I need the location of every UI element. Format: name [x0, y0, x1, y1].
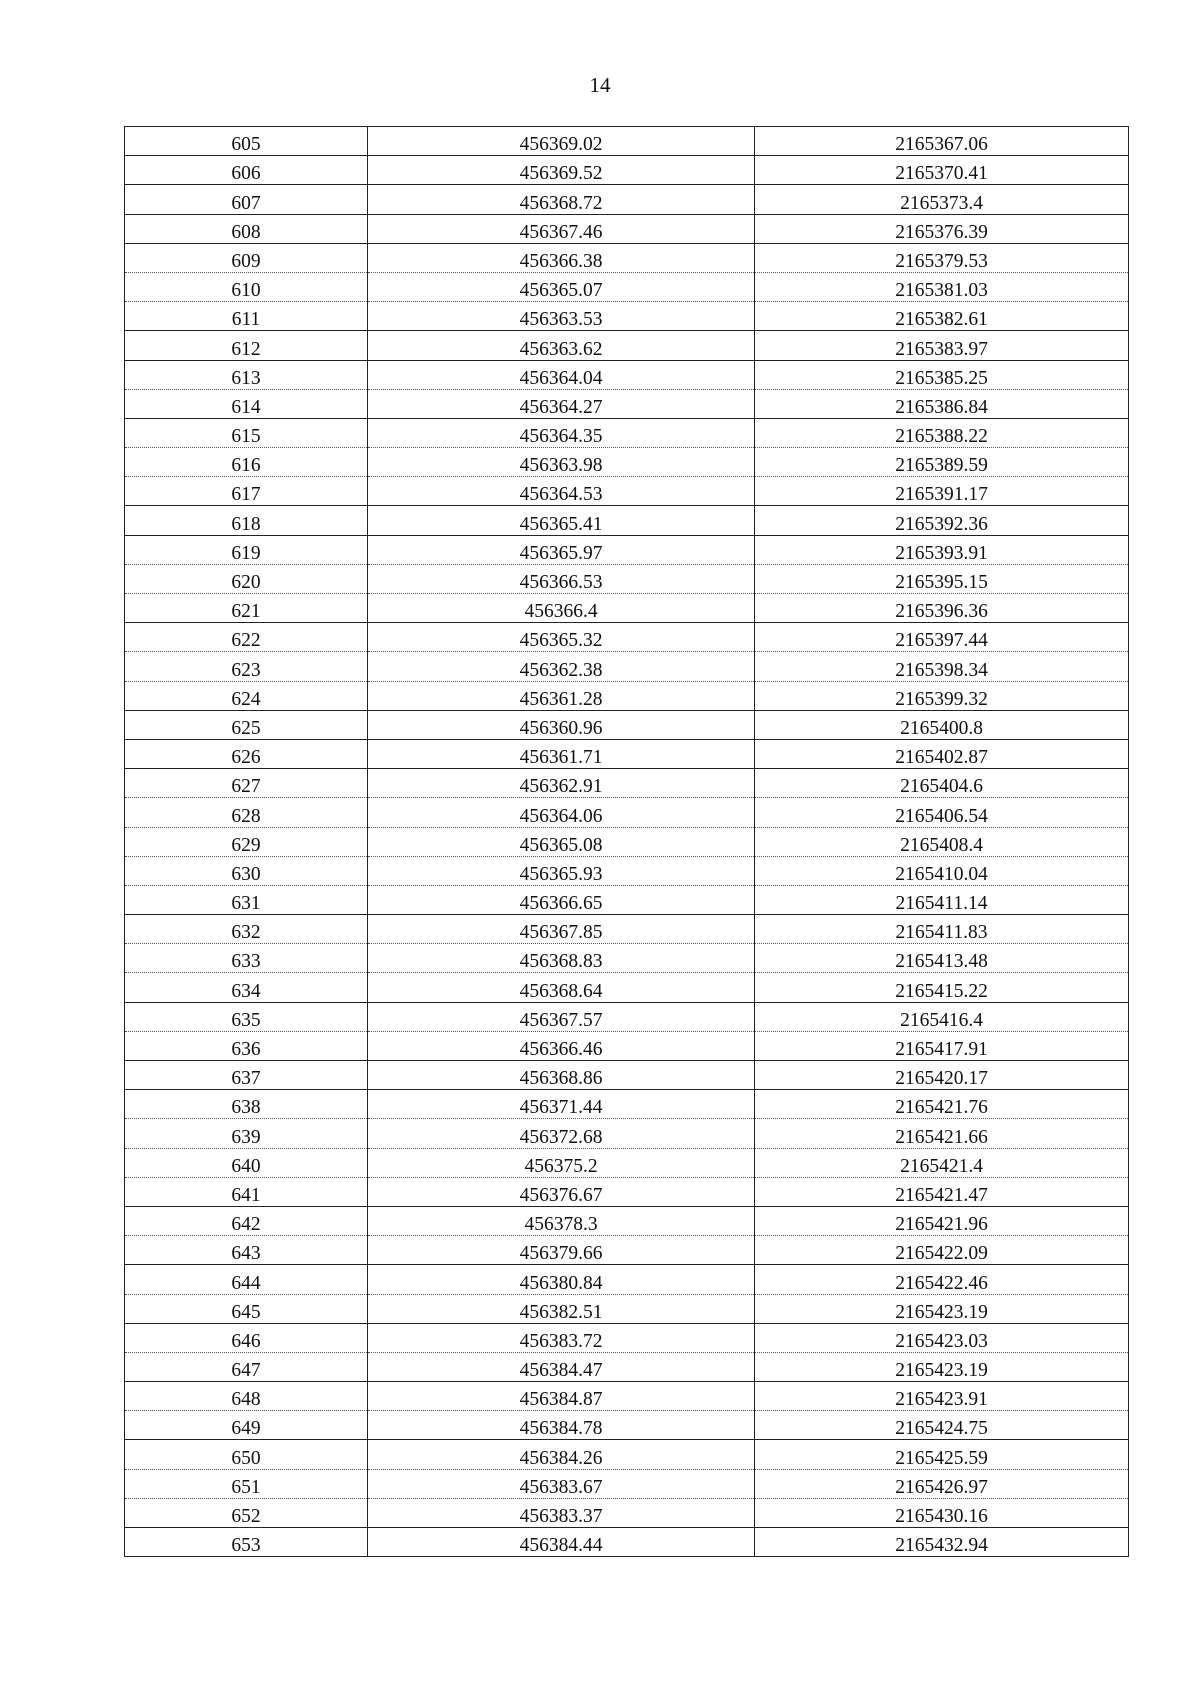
point-number-cell: 639 — [125, 1119, 368, 1148]
x-coordinate-cell: 456384.87 — [368, 1382, 755, 1411]
y-coordinate-cell: 2165421.96 — [755, 1206, 1129, 1235]
y-coordinate-cell: 2165422.46 — [755, 1265, 1129, 1294]
x-coordinate-cell: 456378.3 — [368, 1206, 755, 1235]
y-coordinate-cell: 2165385.25 — [755, 360, 1129, 389]
point-number-cell: 625 — [125, 710, 368, 739]
table-row — [125, 594, 1129, 623]
y-coordinate-cell: 2165382.61 — [755, 302, 1129, 331]
y-coordinate-cell: 2165425.59 — [755, 1440, 1129, 1469]
x-coordinate-cell: 456363.98 — [368, 448, 755, 477]
x-coordinate-cell: 456369.52 — [368, 156, 755, 185]
table-row — [125, 1294, 1129, 1323]
x-coordinate-cell: 456362.91 — [368, 769, 755, 798]
y-coordinate-cell: 2165400.8 — [755, 710, 1129, 739]
point-number-cell: 608 — [125, 214, 368, 243]
y-coordinate-cell: 2165415.22 — [755, 973, 1129, 1002]
point-number-cell: 630 — [125, 856, 368, 885]
y-coordinate-cell: 2165379.53 — [755, 243, 1129, 272]
y-coordinate-cell: 2165420.17 — [755, 1061, 1129, 1090]
point-number-cell: 609 — [125, 243, 368, 272]
y-coordinate-cell: 2165411.83 — [755, 915, 1129, 944]
table-row — [125, 681, 1129, 710]
point-number-cell: 631 — [125, 885, 368, 914]
x-coordinate-cell: 456368.64 — [368, 973, 755, 1002]
point-number-cell: 652 — [125, 1498, 368, 1527]
x-coordinate-cell: 456371.44 — [368, 1090, 755, 1119]
table-row — [125, 1411, 1129, 1440]
table-row — [125, 1469, 1129, 1498]
y-coordinate-cell: 2165430.16 — [755, 1498, 1129, 1527]
x-coordinate-cell: 456384.26 — [368, 1440, 755, 1469]
table-row — [125, 360, 1129, 389]
point-number-cell: 640 — [125, 1148, 368, 1177]
y-coordinate-cell: 2165391.17 — [755, 477, 1129, 506]
x-coordinate-cell: 456367.57 — [368, 1002, 755, 1031]
table-row — [125, 1119, 1129, 1148]
table-row — [125, 1148, 1129, 1177]
y-coordinate-cell: 2165406.54 — [755, 798, 1129, 827]
y-coordinate-cell: 2165395.15 — [755, 564, 1129, 593]
table-row — [125, 564, 1129, 593]
point-number-cell: 633 — [125, 944, 368, 973]
table-row — [125, 1265, 1129, 1294]
y-coordinate-cell: 2165381.03 — [755, 272, 1129, 301]
x-coordinate-cell: 456364.06 — [368, 798, 755, 827]
table-row — [125, 477, 1129, 506]
table-row — [125, 1382, 1129, 1411]
table-row — [125, 1323, 1129, 1352]
table-row — [125, 272, 1129, 301]
table-row — [125, 535, 1129, 564]
table-row — [125, 389, 1129, 418]
table-row — [125, 1440, 1129, 1469]
y-coordinate-cell: 2165396.36 — [755, 594, 1129, 623]
x-coordinate-cell: 456383.67 — [368, 1469, 755, 1498]
table-row — [125, 769, 1129, 798]
y-coordinate-cell: 2165416.4 — [755, 1002, 1129, 1031]
point-number-cell: 646 — [125, 1323, 368, 1352]
point-number-cell: 606 — [125, 156, 368, 185]
table-row — [125, 1177, 1129, 1206]
table-row — [125, 856, 1129, 885]
table-row — [125, 1061, 1129, 1090]
point-number-cell: 613 — [125, 360, 368, 389]
x-coordinate-cell: 456366.46 — [368, 1031, 755, 1060]
table-row — [125, 1206, 1129, 1235]
table-row — [125, 214, 1129, 243]
y-coordinate-cell: 2165421.66 — [755, 1119, 1129, 1148]
x-coordinate-cell: 456365.41 — [368, 506, 755, 535]
x-coordinate-cell: 456375.2 — [368, 1148, 755, 1177]
table-row — [125, 944, 1129, 973]
x-coordinate-cell: 456366.38 — [368, 243, 755, 272]
point-number-cell: 612 — [125, 331, 368, 360]
x-coordinate-cell: 456367.85 — [368, 915, 755, 944]
x-coordinate-cell: 456361.71 — [368, 739, 755, 768]
y-coordinate-cell: 2165410.04 — [755, 856, 1129, 885]
point-number-cell: 645 — [125, 1294, 368, 1323]
x-coordinate-cell: 456383.72 — [368, 1323, 755, 1352]
point-number-cell: 641 — [125, 1177, 368, 1206]
point-number-cell: 635 — [125, 1002, 368, 1031]
point-number-cell: 614 — [125, 389, 368, 418]
table-row — [125, 506, 1129, 535]
point-number-cell: 605 — [125, 127, 368, 156]
y-coordinate-cell: 2165397.44 — [755, 623, 1129, 652]
table-row — [125, 127, 1129, 156]
y-coordinate-cell: 2165408.4 — [755, 827, 1129, 856]
point-number-cell: 638 — [125, 1090, 368, 1119]
y-coordinate-cell: 2165421.4 — [755, 1148, 1129, 1177]
point-number-cell: 647 — [125, 1352, 368, 1381]
point-number-cell: 626 — [125, 739, 368, 768]
table-row — [125, 1002, 1129, 1031]
point-number-cell: 636 — [125, 1031, 368, 1060]
y-coordinate-cell: 2165417.91 — [755, 1031, 1129, 1060]
point-number-cell: 616 — [125, 448, 368, 477]
x-coordinate-cell: 456365.97 — [368, 535, 755, 564]
x-coordinate-cell: 456363.53 — [368, 302, 755, 331]
y-coordinate-cell: 2165376.39 — [755, 214, 1129, 243]
coordinates-table-body — [125, 127, 1129, 1557]
x-coordinate-cell: 456365.32 — [368, 623, 755, 652]
y-coordinate-cell: 2165432.94 — [755, 1528, 1129, 1557]
x-coordinate-cell: 456367.46 — [368, 214, 755, 243]
y-coordinate-cell: 2165423.91 — [755, 1382, 1129, 1411]
x-coordinate-cell: 456366.4 — [368, 594, 755, 623]
y-coordinate-cell: 2165389.59 — [755, 448, 1129, 477]
table-row — [125, 623, 1129, 652]
table-row — [125, 1528, 1129, 1557]
x-coordinate-cell: 456365.08 — [368, 827, 755, 856]
table-row — [125, 885, 1129, 914]
point-number-cell: 621 — [125, 594, 368, 623]
y-coordinate-cell: 2165404.6 — [755, 769, 1129, 798]
y-coordinate-cell: 2165388.22 — [755, 418, 1129, 447]
y-coordinate-cell: 2165367.06 — [755, 127, 1129, 156]
x-coordinate-cell: 456380.84 — [368, 1265, 755, 1294]
point-number-cell: 643 — [125, 1236, 368, 1265]
point-number-cell: 653 — [125, 1528, 368, 1557]
x-coordinate-cell: 456376.67 — [368, 1177, 755, 1206]
y-coordinate-cell: 2165423.19 — [755, 1294, 1129, 1323]
y-coordinate-cell: 2165423.19 — [755, 1352, 1129, 1381]
x-coordinate-cell: 456365.07 — [368, 272, 755, 301]
y-coordinate-cell: 2165373.4 — [755, 185, 1129, 214]
point-number-cell: 610 — [125, 272, 368, 301]
x-coordinate-cell: 456361.28 — [368, 681, 755, 710]
y-coordinate-cell: 2165393.91 — [755, 535, 1129, 564]
point-number-cell: 644 — [125, 1265, 368, 1294]
y-coordinate-cell: 2165423.03 — [755, 1323, 1129, 1352]
y-coordinate-cell: 2165413.48 — [755, 944, 1129, 973]
point-number-cell: 619 — [125, 535, 368, 564]
point-number-cell: 634 — [125, 973, 368, 1002]
x-coordinate-cell: 456368.86 — [368, 1061, 755, 1090]
x-coordinate-cell: 456366.65 — [368, 885, 755, 914]
table-row — [125, 185, 1129, 214]
x-coordinate-cell: 456364.35 — [368, 418, 755, 447]
point-number-cell: 649 — [125, 1411, 368, 1440]
x-coordinate-cell: 456382.51 — [368, 1294, 755, 1323]
x-coordinate-cell: 456364.04 — [368, 360, 755, 389]
y-coordinate-cell: 2165386.84 — [755, 389, 1129, 418]
y-coordinate-cell: 2165383.97 — [755, 331, 1129, 360]
point-number-cell: 637 — [125, 1061, 368, 1090]
x-coordinate-cell: 456383.37 — [368, 1498, 755, 1527]
point-number-cell: 623 — [125, 652, 368, 681]
y-coordinate-cell: 2165398.34 — [755, 652, 1129, 681]
table-row — [125, 448, 1129, 477]
y-coordinate-cell: 2165399.32 — [755, 681, 1129, 710]
point-number-cell: 648 — [125, 1382, 368, 1411]
y-coordinate-cell: 2165402.87 — [755, 739, 1129, 768]
x-coordinate-cell: 456362.38 — [368, 652, 755, 681]
table-row — [125, 827, 1129, 856]
x-coordinate-cell: 456364.27 — [368, 389, 755, 418]
x-coordinate-cell: 456363.62 — [368, 331, 755, 360]
point-number-cell: 642 — [125, 1206, 368, 1235]
point-number-cell: 632 — [125, 915, 368, 944]
x-coordinate-cell: 456368.72 — [368, 185, 755, 214]
table-row — [125, 1090, 1129, 1119]
table-row — [125, 973, 1129, 1002]
y-coordinate-cell: 2165411.14 — [755, 885, 1129, 914]
x-coordinate-cell: 456366.53 — [368, 564, 755, 593]
x-coordinate-cell: 456384.78 — [368, 1411, 755, 1440]
point-number-cell: 611 — [125, 302, 368, 331]
x-coordinate-cell: 456379.66 — [368, 1236, 755, 1265]
point-number-cell: 624 — [125, 681, 368, 710]
x-coordinate-cell: 456360.96 — [368, 710, 755, 739]
table-row — [125, 418, 1129, 447]
x-coordinate-cell: 456372.68 — [368, 1119, 755, 1148]
point-number-cell: 651 — [125, 1469, 368, 1498]
table-row — [125, 1498, 1129, 1527]
table-row — [125, 739, 1129, 768]
x-coordinate-cell: 456365.93 — [368, 856, 755, 885]
table-row — [125, 1236, 1129, 1265]
point-number-cell: 607 — [125, 185, 368, 214]
table-row — [125, 710, 1129, 739]
y-coordinate-cell: 2165421.47 — [755, 1177, 1129, 1206]
table-row — [125, 798, 1129, 827]
point-number-cell: 629 — [125, 827, 368, 856]
table-row — [125, 652, 1129, 681]
y-coordinate-cell: 2165424.75 — [755, 1411, 1129, 1440]
point-number-cell: 628 — [125, 798, 368, 827]
point-number-cell: 618 — [125, 506, 368, 535]
table-row — [125, 156, 1129, 185]
x-coordinate-cell: 456384.47 — [368, 1352, 755, 1381]
table-row — [125, 1352, 1129, 1381]
point-number-cell: 627 — [125, 769, 368, 798]
point-number-cell: 650 — [125, 1440, 368, 1469]
x-coordinate-cell: 456384.44 — [368, 1528, 755, 1557]
table-row — [125, 1031, 1129, 1060]
x-coordinate-cell: 456364.53 — [368, 477, 755, 506]
point-number-cell: 622 — [125, 623, 368, 652]
point-number-cell: 615 — [125, 418, 368, 447]
coordinates-table — [124, 126, 1129, 1557]
y-coordinate-cell: 2165392.36 — [755, 506, 1129, 535]
x-coordinate-cell: 456368.83 — [368, 944, 755, 973]
y-coordinate-cell: 2165422.09 — [755, 1236, 1129, 1265]
y-coordinate-cell: 2165426.97 — [755, 1469, 1129, 1498]
point-number-cell: 620 — [125, 564, 368, 593]
table-row — [125, 331, 1129, 360]
page-number: 14 — [589, 73, 611, 97]
y-coordinate-cell: 2165370.41 — [755, 156, 1129, 185]
point-number-cell: 617 — [125, 477, 368, 506]
table-row — [125, 302, 1129, 331]
x-coordinate-cell: 456369.02 — [368, 127, 755, 156]
table-row — [125, 243, 1129, 272]
table-row — [125, 915, 1129, 944]
y-coordinate-cell: 2165421.76 — [755, 1090, 1129, 1119]
